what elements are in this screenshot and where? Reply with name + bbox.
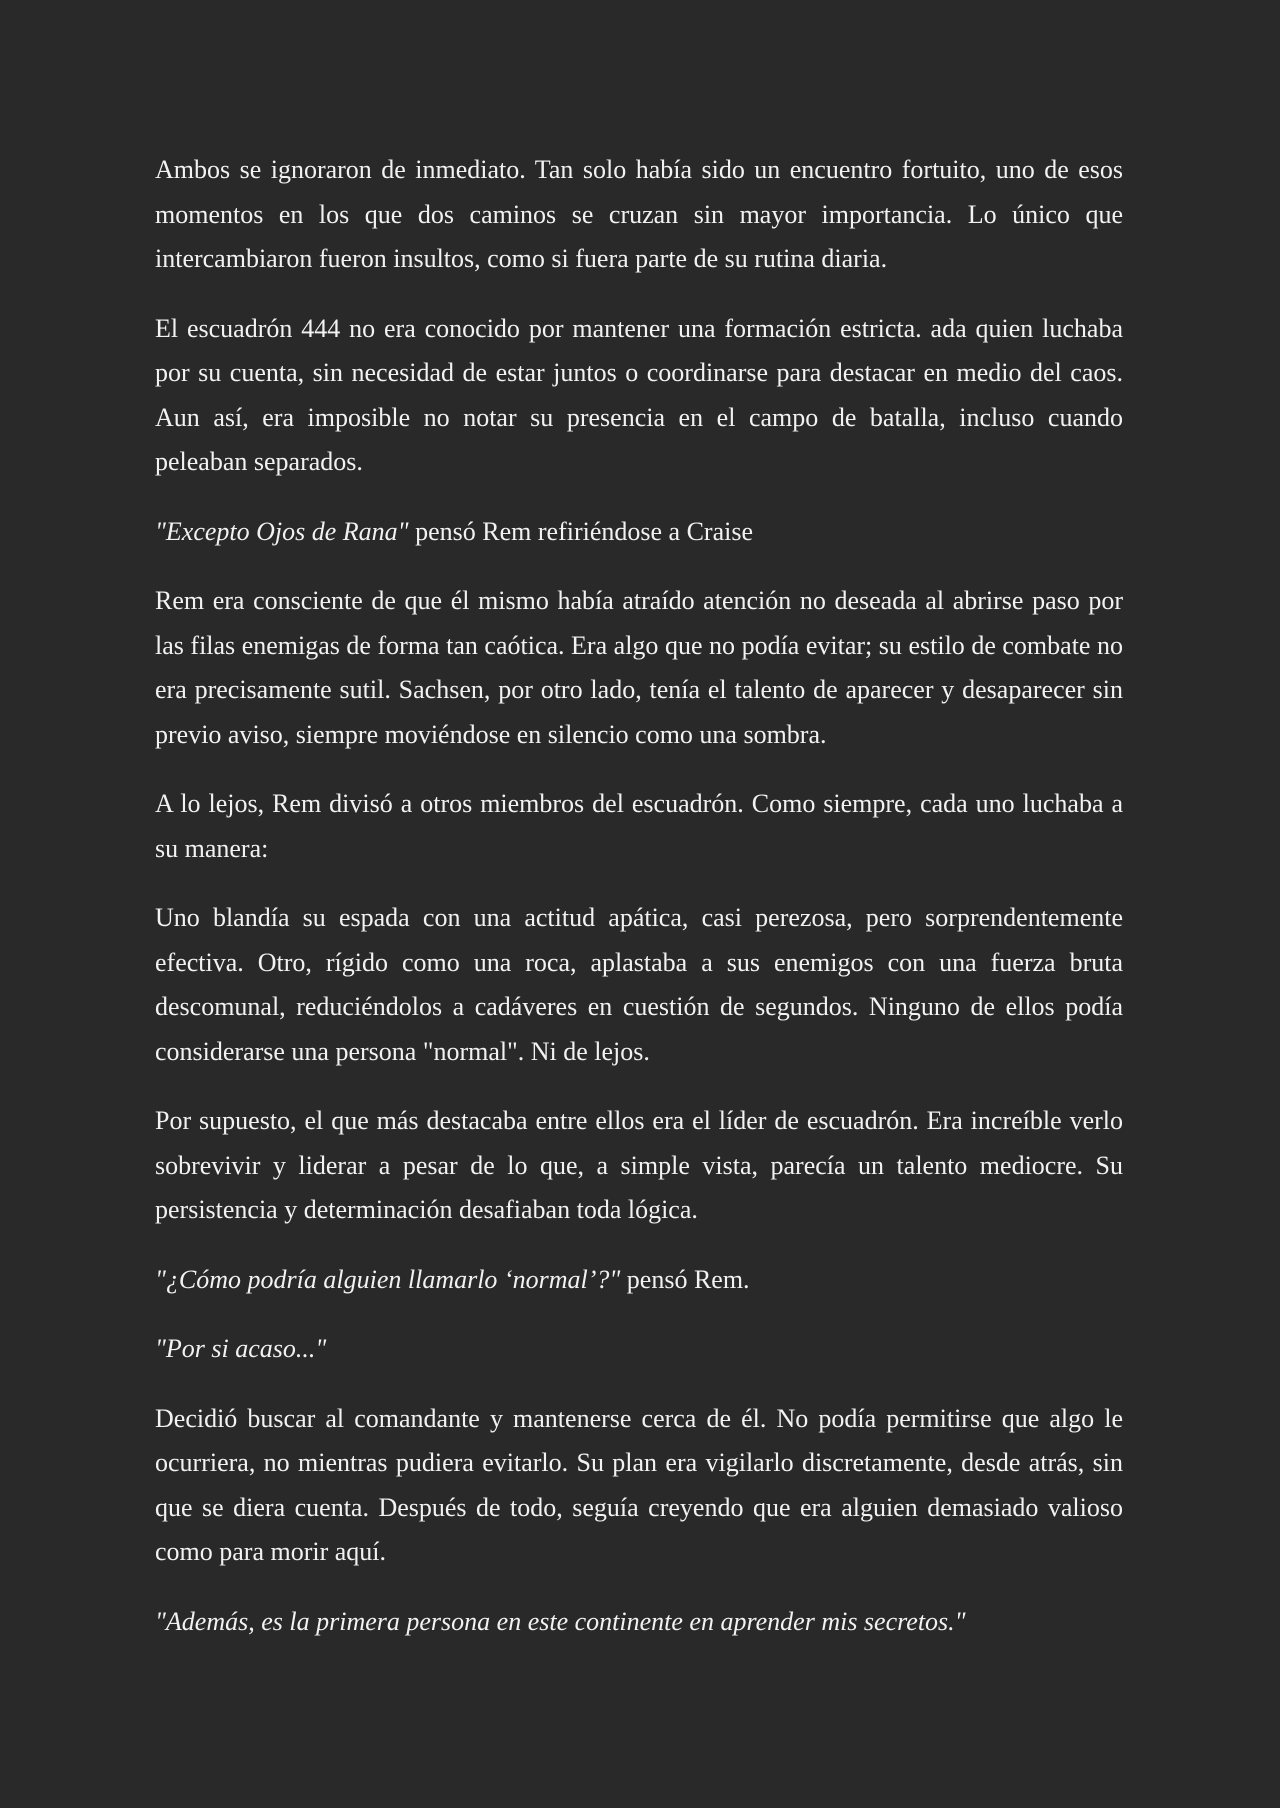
- paragraph-4: Rem era consciente de que él mismo había atraído atención no deseada al abrirse paso por las filas enemigas de forma tan caótica. Era algo que no podía evitar; su estilo de combate no era precisamente sutil. Sachsen, por otro lado, tenía el talento de aparecer y desaparecer sin previo aviso, siempre moviéndose en silencio como una sombra.: [155, 586, 1123, 749]
- thought-quote: "Por si acaso...": [155, 1334, 327, 1363]
- document-page: [155, 148, 1123, 1669]
- paragraph-7: Por supuesto, el que más destacaba entre ellos era el líder de escuadrón. Era increíble verlo sobrevivir y liderar a pesar de lo que, a simple vista, parecía un talento mediocre. Su persistencia y determinación desafiaban toda lógica.: [155, 1106, 1123, 1224]
- paragraph-1: Ambos se ignoraron de inmediato. Tan solo había sido un encuentro fortuito, uno de esos momentos en los que dos caminos se cruzan sin mayor importancia. Lo único que intercambiaron fueron insultos, como si fuera parte de su rutina diaria.: [155, 155, 1123, 273]
- paragraph-3: [155, 510, 1123, 555]
- paragraph-11: [155, 1600, 1123, 1645]
- narration: pensó Rem refiriéndose a Craise: [408, 516, 753, 546]
- paragraph-10: Decidió buscar al comandante y mantenerse cerca de él. No podía permitirse que algo le ocurriera, no mientras pudiera evitarlo. Su plan era vigilarlo discretamente, desde atrás, sin que se diera cuenta. Después de todo, seguía creyendo que era alguien demasiado valioso como para morir aquí.: [155, 1403, 1123, 1566]
- thought-quote: "Además, es la primera persona en este continente en aprender mis secretos.": [155, 1606, 966, 1636]
- paragraph-5: A lo lejos, Rem divisó a otros miembros del escuadrón. Como siempre, cada uno luchaba a su manera:: [155, 789, 1123, 863]
- paragraph-9: [155, 1327, 1123, 1372]
- paragraph-8: [155, 1258, 1123, 1303]
- narration: pensó Rem.: [620, 1264, 750, 1294]
- thought-quote: "¿Cómo podría alguien llamarlo ‘normal’?": [155, 1264, 621, 1294]
- paragraph-2: El escuadrón 444 no era conocido por mantener una formación estricta. ada quien luchaba por su cuenta, sin necesidad de estar juntos o coordinarse para destacar en medio del caos. Aun así, era imposible no notar su presencia en el campo de batalla, incluso cuando peleaban separados.: [155, 313, 1123, 476]
- thought-quote: "Excepto Ojos de Rana": [155, 516, 409, 546]
- paragraph-6: Uno blandía su espada con una actitud apática, casi perezosa, pero sorprendentemente efectiva. Otro, rígido como una roca, aplastaba a sus enemigos con una fuerza bruta descomunal, reduciéndolos a cadáveres en cuestión de segundos. Ninguno de ellos podía considerarse una persona "normal". Ni de lejos.: [155, 903, 1123, 1066]
